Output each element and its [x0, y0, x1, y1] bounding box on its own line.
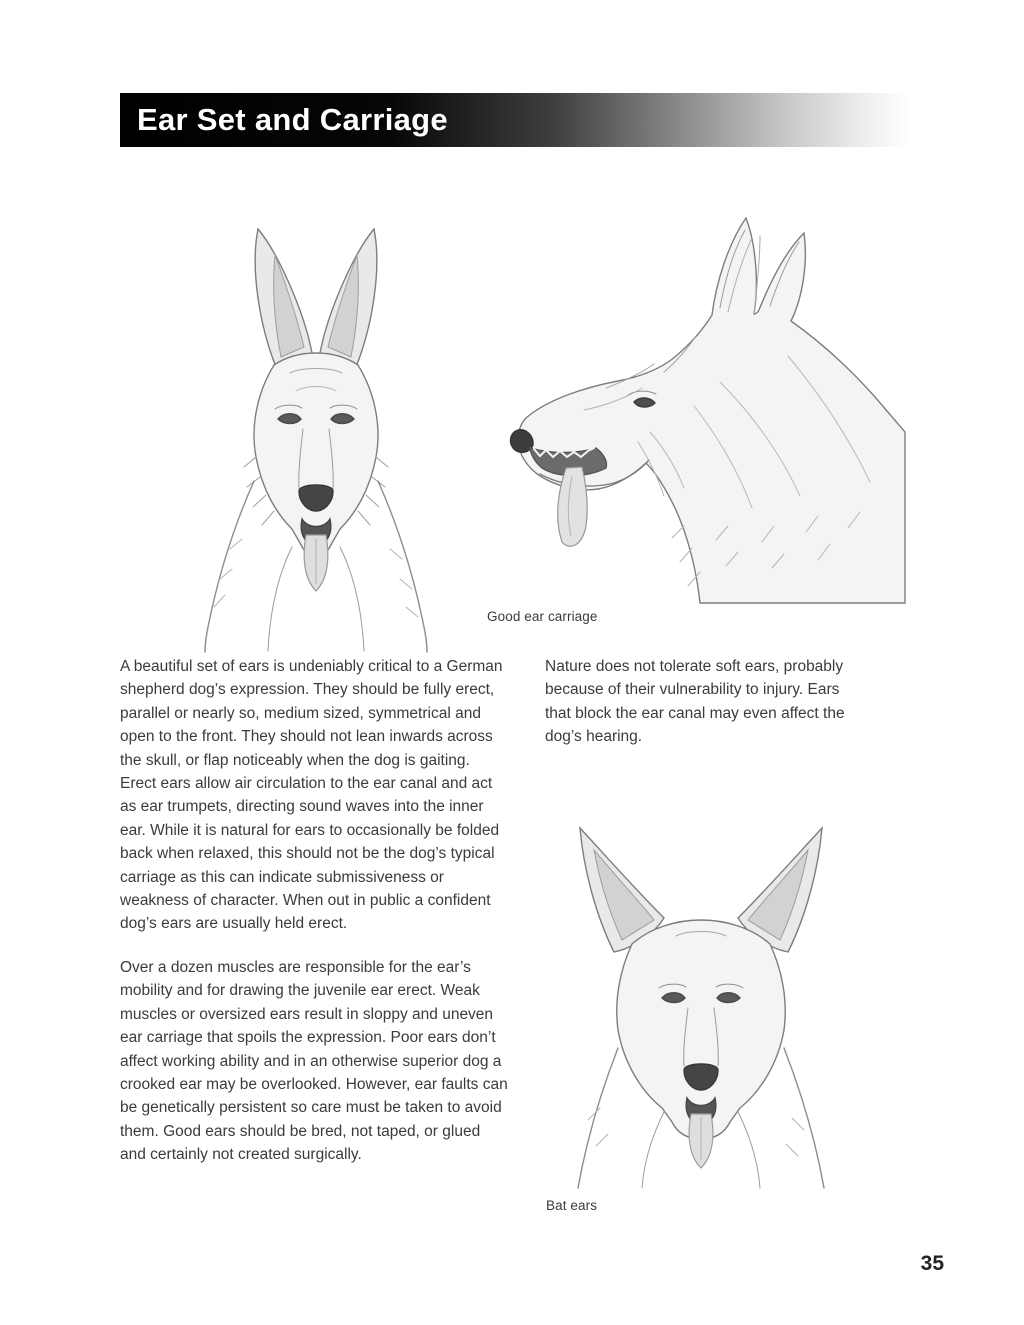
figure-front-view-drawing	[150, 195, 482, 653]
page-number: 35	[920, 1252, 944, 1275]
figure-profile-view-drawing	[488, 196, 906, 604]
german-shepherd-front-illustration	[150, 195, 482, 653]
paragraph-soft-ears: Nature does not tolerate soft ears, probably because of their vulnerability to injury. Ears that block the ear canal may even affect the dog’s hearing.	[545, 658, 845, 746]
body-left-column	[120, 655, 510, 1167]
body-right-column	[545, 655, 850, 749]
german-shepherd-profile-illustration	[488, 196, 906, 604]
paragraph-ear-muscles: Over a dozen muscles are responsible for the ear’s mobility and for drawing the juvenile ear erect. Weak muscles or oversized ears result in sloppy and uneven ear carriage that spoils the expression. Poor ears don’t affect working ability and in an otherwise superior dog a crooked ear may be overlooked. However, ear faults can be genetically persistent so care must be taken to avoid them. Good ears should be bred, not taped, or glued and certainly not created surgically.	[120, 958, 508, 1164]
paragraph-ear-set: A beautiful set of ears is undeniably critical to a German shepherd dog’s expression. They should be fully erect, parallel or nearly so, medium sized, symmetrical and open to the front. They should not lean inwards across the skull, or flap noticeably when the dog is gaiting. Erect ears allow air circulation to the ear canal and act as ear trumpets, directing sound waves into the inner ear. While it is natural for ears to occasionally be folded back when relaxed, this should not be the dog’s typical carriage as this can indicate submissiveness or weakness of character. When out in public a confident dog’s ears are usually held erect.	[120, 658, 503, 933]
section-title: Ear Set and Carriage	[137, 102, 448, 137]
figure-bat-ears-drawing	[540, 778, 862, 1190]
caption-bat-ears: Bat ears	[546, 1198, 598, 1213]
german-shepherd-bat-ears-illustration	[540, 778, 862, 1190]
caption-good-ear-carriage: Good ear carriage	[487, 609, 598, 624]
section-banner	[120, 93, 910, 147]
